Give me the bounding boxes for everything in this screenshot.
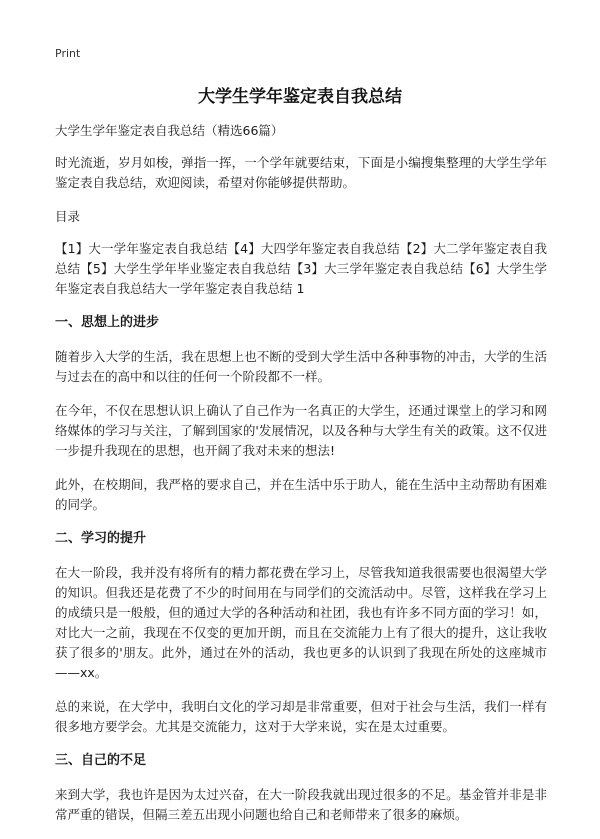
section-heading: 一、思想上的进步 (55, 315, 160, 330)
section-heading: 二、学习的提升 (55, 531, 147, 546)
section-paragraph: 总的来说，在大学中，我明白文化的学习却是非常重要，但对于社会与生活，我们一样有很多地方要学会。尤其是交流能力，这对于大学来说，实在是太过重要。 (55, 699, 547, 734)
section-paragraph: 在今年，不仅在思想认识上确认了自己作为一名真正的大学生，还通过课堂上的学习和网络媒体的学习与关注，了解到国家的'发展情况，以及各种与大学生有关的政策。这不仅进一步提升我现在的思想，也开阔了我对未来的想法! (55, 403, 547, 458)
page-title: 大学生学年鉴定表自我总结 (198, 87, 402, 107)
document-subtitle: 大学生学年鉴定表自我总结（精选66篇） (55, 123, 284, 138)
section-paragraph: 随着步入大学的生活，我在思想上也不断的受到大学生活中各种事物的冲击，大学的生活与过去在的高中和以往的任何一个阶段都不一样。 (55, 349, 547, 384)
toc-heading: 目录 (55, 209, 81, 224)
toc-list: 【1】大一学年鉴定表自我总结【4】大四学年鉴定表自我总结【2】大二学年鉴定表自我总结【5】大学生学年毕业鉴定表自我总结【3】大三学年鉴定表自我总结【6】大学生学年鉴定表自我总结大一学年鉴定表自我总结 1 (55, 241, 547, 296)
section-heading: 三、自己的不足 (55, 753, 147, 768)
print-link[interactable]: Print (55, 47, 81, 60)
section-paragraph: 在大一阶段，我并没有将所有的精力都花费在学习上，尽管我知道我很需要也很渴望大学的知识。但我还是花费了不少的时间用在与同学们的交流活动中。尽管，这样我在学习上的成绩只是一般般，但的通过大学的各种活动和社团，我也有许多不同方面的学习！如，对比大一之前，我现在不仅变的更加开朗，而且在交流能力上有了很大的提升，这让我收获了很多的'朋友。此外，通过在外的活动，我也更多的认识到了我现在所处的这座城市——xx。 (55, 565, 547, 680)
document-body (55, 121, 547, 839)
section-paragraph: 此外，在校期间，我严格的要求自己，并在生活中乐于助人，能在生活中主动帮助有困难的同学。 (55, 477, 547, 512)
section-paragraph: 来到大学，我也许是因为太过兴奋，在大一阶段我就出现过很多的不足。基金管并非是非常严重的错误，但隔三差五出现小问题也给自己和老师带来了很多的麻烦。 (55, 787, 547, 822)
intro-paragraph: 时光流逝，岁月如梭，弹指一挥，一个学年就要结束，下面是小编搜集整理的大学生学年鉴定表自我总结，欢迎阅读，希望对你能够提供帮助。 (55, 155, 547, 190)
